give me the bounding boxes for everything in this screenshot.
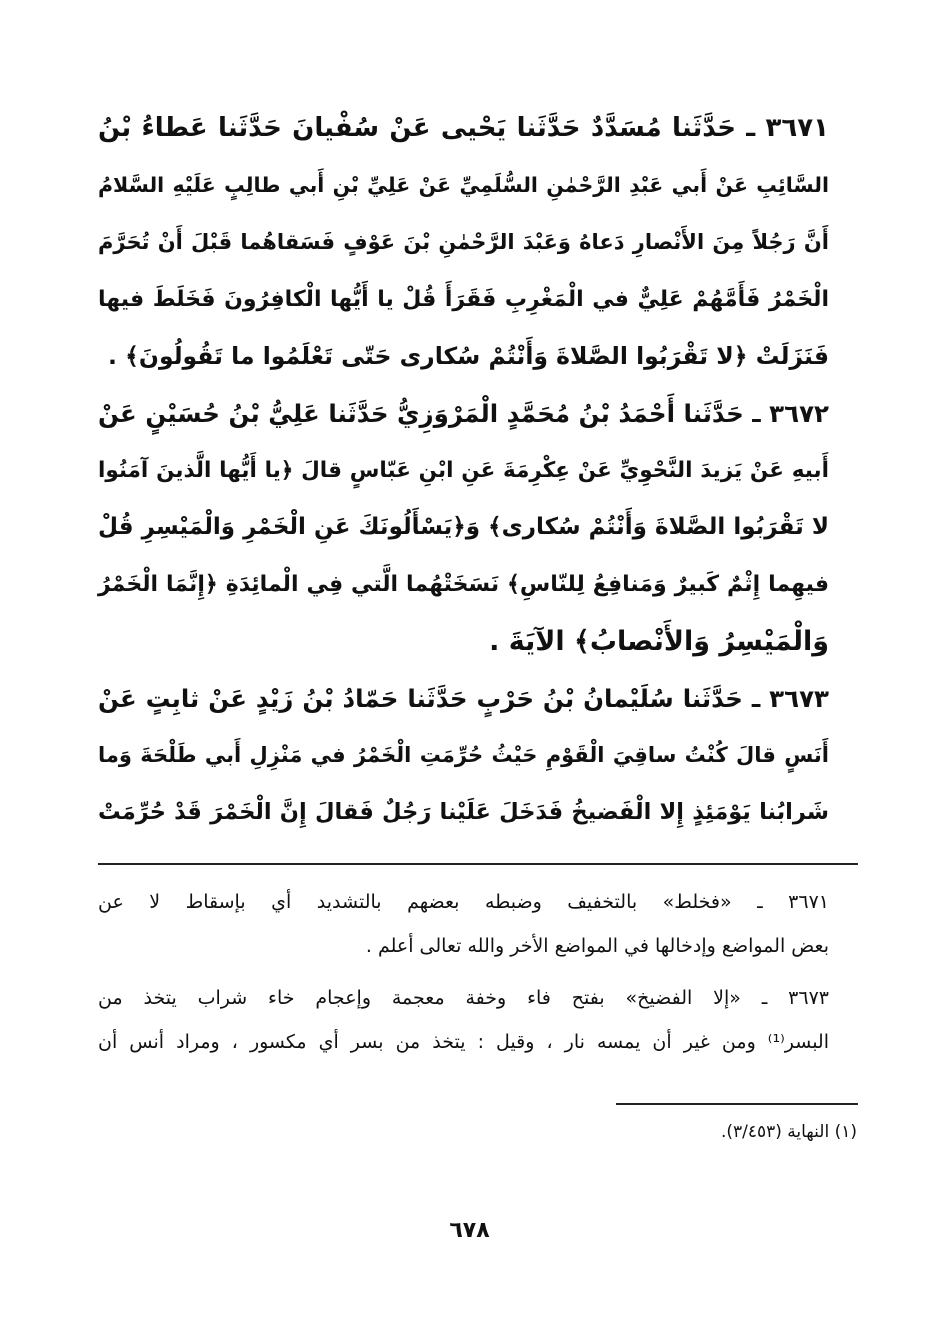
text-line: ٣٦٧٢ ـ حَدَّثَنا أَحْمَدُ بْنُ مُحَمَّدٍ الْمَرْوَزِيُّ حَدَّثَنا عَلِيُّ بْنُ حُسَيْنٍ عَنْ <box>98 399 829 428</box>
text-line: أَنَّ رَجُلاً مِنَ الأَنْصارِ دَعاهُ وَعَبْدَ الرَّحْمٰنِ بْنَ عَوْفٍ فَسَقاهُما قَبْلَ أَنْ تُحَرَّمَ <box>98 230 829 254</box>
text-line: فَنَزَلَتْ ﴿لا تَقْرَبُوا الصَّلاةَ وَأَنْتُمْ سُكارى حَتّى تَعْلَمُوا ما تَقُولُونَ﴾ . <box>108 342 829 370</box>
text-line: ٣٦٧١ ـ حَدَّثَنا مُسَدَّدٌ حَدَّثَنا يَحْيى عَنْ سُفْيانَ حَدَّثَنا عَطاءُ بْنُ <box>98 113 829 143</box>
page-number: ٦٧٨ <box>449 1218 490 1243</box>
note-spacer <box>98 968 829 976</box>
text-line: وَالْمَيْسِرُ وَالأَنْصابُ﴾ الآيَةَ . <box>489 626 829 657</box>
note-line: البسر⁽¹⁾ ومن غير أن يمسه نار ، وقيل : يتخذ من بسر أي مكسور ، ومراد أنس أن <box>98 1031 829 1053</box>
reference-footnote: (١) النهاية (٣/٤٥٣). <box>720 1122 857 1142</box>
note-line: ٣٦٧١ ـ «فخلط» بالتخفيف وضبطه بعضهم بالتشديد أي بإسقاط لا عن <box>98 891 829 913</box>
text-line: لا تَقْرَبُوا الصَّلاةَ وَأَنْتُمْ سُكارى﴾ وَ﴿يَسْأَلُونَكَ عَنِ الْخَمْرِ وَالْمَيْسِرِ قُلْ <box>98 514 829 540</box>
text-line: أَبيهِ عَنْ يَزيدَ النَّحْوِيِّ عَنْ عِكْرِمَةَ عَنِ ابْنِ عَبّاسٍ قالَ ﴿يا أَيُّها الَّذينَ آمَنُوا <box>98 458 829 483</box>
text-line: الْخَمْرُ فَأَمَّهُمْ عَلِيٌّ في الْمَغْرِبِ فَقَرَأَ قُلْ يا أَيُّها الْكافِرُونَ فَخَلَطَ فيها <box>98 287 829 312</box>
hadith-text <box>98 100 829 841</box>
footnote-divider <box>98 863 858 865</box>
text-line: أَنَسٍ قالَ كُنْتُ ساقِيَ الْقَوْمِ حَيْثُ حُرِّمَتِ الْخَمْرُ في مَنْزِلِ أَبي طَلْحَةَ وَما <box>98 743 829 767</box>
text-line: السَّائِبِ عَنْ أَبي عَبْدِ الرَّحْمٰنِ السُّلَمِيِّ عَنْ عَلِيِّ بْنِ أَبي طالِبٍ عَلَيْهِ السَّلامُ <box>98 173 829 197</box>
note-line: ٣٦٧٣ ـ «إلا الفضيخ» بفتح فاء وخفة معجمة وإعجام خاء شراب يتخذ من <box>98 987 829 1009</box>
text-line: فيهِما إِثْمٌ كَبيرٌ وَمَنافِعُ لِلنّاسِ﴾ نَسَخَتْهُما الَّتي فِي الْمائِدَةِ ﴿إِنَّمَا الْخَمْرُ <box>98 572 829 597</box>
note-line: بعض المواضع وإدخالها في المواضع الأخر والله تعالى أعلم . <box>365 935 829 957</box>
reference-divider <box>616 1103 858 1105</box>
commentary-notes <box>98 880 829 1064</box>
text-line: شَرابُنا يَوْمَئِذٍ إِلا الْفَضيخُ فَدَخَلَ عَلَيْنا رَجُلٌ فَقالَ إِنَّ الْخَمْرَ قَدْ حُرِّمَتْ <box>98 799 829 825</box>
text-line: ٣٦٧٣ ـ حَدَّثَنا سُلَيْمانُ بْنُ حَرْبٍ حَدَّثَنا حَمّادُ بْنُ زَيْدٍ عَنْ ثابِتٍ عَنْ <box>98 684 829 713</box>
